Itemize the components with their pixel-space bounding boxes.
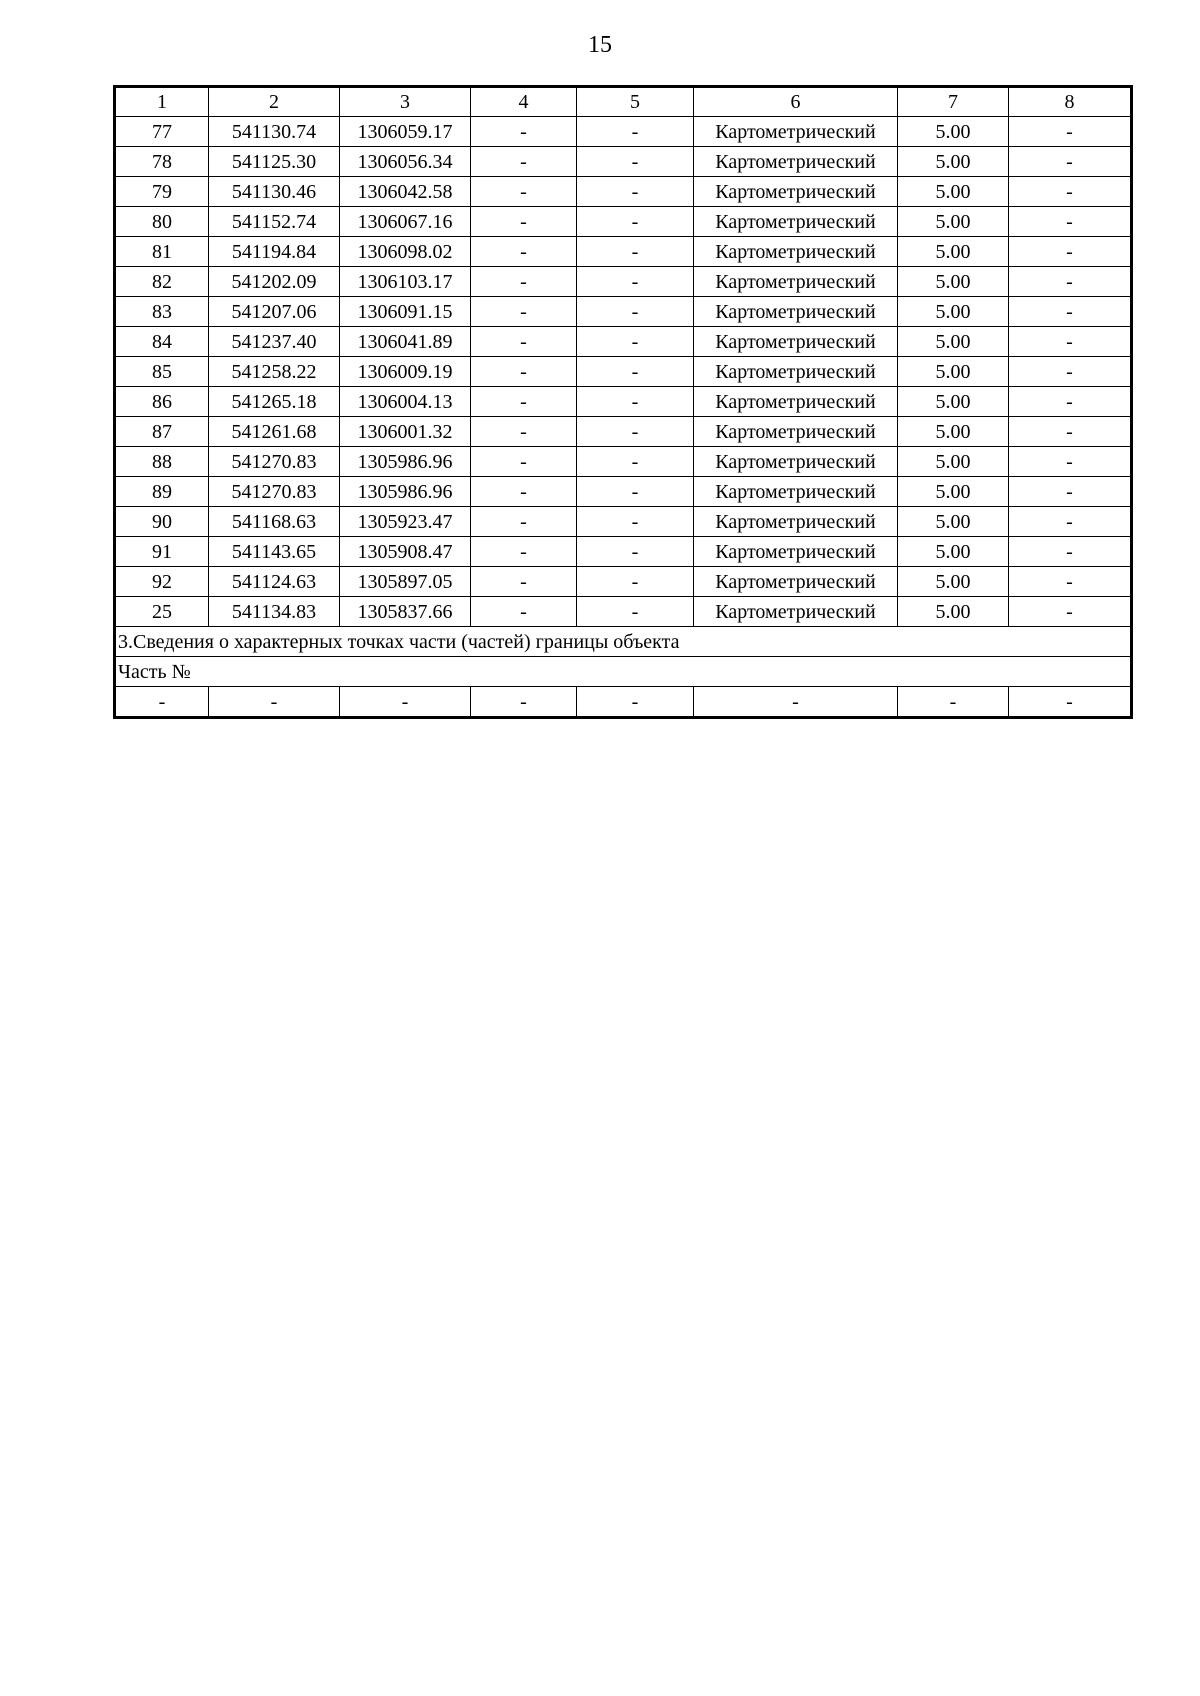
coordinate-x-cell: 541194.84 — [209, 237, 340, 267]
coordinate-y-cell: 1305986.96 — [340, 447, 471, 477]
column-number-1: 1 — [115, 87, 209, 117]
table-row — [115, 447, 1132, 477]
column-4-value-cell: - — [471, 537, 577, 567]
table-row — [115, 147, 1132, 177]
column-8-value-cell: - — [1009, 507, 1132, 537]
point-number-cell: 87 — [115, 417, 209, 447]
table-row — [115, 567, 1132, 597]
column-4-value-cell: - — [471, 147, 577, 177]
method-cell: Картометрический — [694, 327, 898, 357]
coordinate-x-cell: 541270.83 — [209, 477, 340, 507]
empty-part-row — [115, 687, 1132, 718]
coordinate-x-cell: 541130.46 — [209, 177, 340, 207]
column-4-value-cell: - — [471, 507, 577, 537]
coordinate-x-cell: 541143.65 — [209, 537, 340, 567]
accuracy-cell: 5.00 — [898, 537, 1009, 567]
method-cell: Картометрический — [694, 147, 898, 177]
column-4-value-cell: - — [471, 357, 577, 387]
empty-cell: - — [340, 687, 471, 718]
table-row — [115, 507, 1132, 537]
coordinate-x-cell: 541207.06 — [209, 297, 340, 327]
column-number-7: 7 — [898, 87, 1009, 117]
method-cell: Картометрический — [694, 537, 898, 567]
boundary-points-table — [113, 85, 1133, 719]
point-number-cell: 78 — [115, 147, 209, 177]
point-number-cell: 85 — [115, 357, 209, 387]
column-5-value-cell: - — [577, 237, 694, 267]
empty-cell: - — [471, 687, 577, 718]
column-8-value-cell: - — [1009, 477, 1132, 507]
column-8-value-cell: - — [1009, 447, 1132, 477]
column-4-value-cell: - — [471, 207, 577, 237]
coordinate-x-cell: 541265.18 — [209, 387, 340, 417]
coordinate-y-cell: 1306098.02 — [340, 237, 471, 267]
section-title: 3.Сведения о характерных точках части (частей) границы объекта — [115, 627, 1132, 657]
empty-cell: - — [1009, 687, 1132, 718]
column-5-value-cell: - — [577, 177, 694, 207]
column-8-value-cell: - — [1009, 297, 1132, 327]
table-row — [115, 477, 1132, 507]
column-5-value-cell: - — [577, 477, 694, 507]
accuracy-cell: 5.00 — [898, 597, 1009, 627]
column-5-value-cell: - — [577, 597, 694, 627]
coordinate-y-cell: 1305986.96 — [340, 477, 471, 507]
column-number-4: 4 — [471, 87, 577, 117]
column-8-value-cell: - — [1009, 147, 1132, 177]
method-cell: Картометрический — [694, 177, 898, 207]
column-8-value-cell: - — [1009, 117, 1132, 147]
point-number-cell: 91 — [115, 537, 209, 567]
table-row — [115, 267, 1132, 297]
part-label-row — [115, 657, 1132, 687]
coordinate-y-cell: 1306001.32 — [340, 417, 471, 447]
method-cell: Картометрический — [694, 297, 898, 327]
point-number-cell: 80 — [115, 207, 209, 237]
coordinate-x-cell: 541237.40 — [209, 327, 340, 357]
accuracy-cell: 5.00 — [898, 357, 1009, 387]
accuracy-cell: 5.00 — [898, 207, 1009, 237]
accuracy-cell: 5.00 — [898, 267, 1009, 297]
accuracy-cell: 5.00 — [898, 327, 1009, 357]
column-number-header-row — [115, 87, 1132, 117]
column-8-value-cell: - — [1009, 177, 1132, 207]
coordinate-y-cell: 1306042.58 — [340, 177, 471, 207]
coordinate-y-cell: 1306004.13 — [340, 387, 471, 417]
accuracy-cell: 5.00 — [898, 477, 1009, 507]
table-row — [115, 327, 1132, 357]
point-number-cell: 77 — [115, 117, 209, 147]
method-cell: Картометрический — [694, 477, 898, 507]
empty-cell: - — [694, 687, 898, 718]
accuracy-cell: 5.00 — [898, 177, 1009, 207]
column-5-value-cell: - — [577, 357, 694, 387]
point-number-cell: 83 — [115, 297, 209, 327]
method-cell: Картометрический — [694, 267, 898, 297]
column-4-value-cell: - — [471, 117, 577, 147]
method-cell: Картометрический — [694, 597, 898, 627]
column-4-value-cell: - — [471, 447, 577, 477]
point-number-cell: 81 — [115, 237, 209, 267]
point-number-cell: 79 — [115, 177, 209, 207]
method-cell: Картометрический — [694, 387, 898, 417]
empty-cell: - — [577, 687, 694, 718]
column-8-value-cell: - — [1009, 237, 1132, 267]
coordinate-x-cell: 541258.22 — [209, 357, 340, 387]
column-4-value-cell: - — [471, 327, 577, 357]
point-number-cell: 86 — [115, 387, 209, 417]
column-number-2: 2 — [209, 87, 340, 117]
coordinate-x-cell: 541168.63 — [209, 507, 340, 537]
accuracy-cell: 5.00 — [898, 447, 1009, 477]
column-5-value-cell: - — [577, 567, 694, 597]
accuracy-cell: 5.00 — [898, 237, 1009, 267]
column-4-value-cell: - — [471, 177, 577, 207]
coordinate-y-cell: 1305908.47 — [340, 537, 471, 567]
column-4-value-cell: - — [471, 267, 577, 297]
table-row — [115, 417, 1132, 447]
column-5-value-cell: - — [577, 537, 694, 567]
column-5-value-cell: - — [577, 387, 694, 417]
column-5-value-cell: - — [577, 117, 694, 147]
table-row — [115, 387, 1132, 417]
column-5-value-cell: - — [577, 447, 694, 477]
coordinate-x-cell: 541270.83 — [209, 447, 340, 477]
column-4-value-cell: - — [471, 597, 577, 627]
accuracy-cell: 5.00 — [898, 297, 1009, 327]
table-row — [115, 537, 1132, 567]
method-cell: Картометрический — [694, 507, 898, 537]
coordinate-y-cell: 1306059.17 — [340, 117, 471, 147]
column-4-value-cell: - — [471, 297, 577, 327]
column-8-value-cell: - — [1009, 327, 1132, 357]
accuracy-cell: 5.00 — [898, 507, 1009, 537]
coordinate-y-cell: 1306041.89 — [340, 327, 471, 357]
coordinate-y-cell: 1305897.05 — [340, 567, 471, 597]
coordinate-x-cell: 541124.63 — [209, 567, 340, 597]
point-number-cell: 25 — [115, 597, 209, 627]
coordinate-y-cell: 1305923.47 — [340, 507, 471, 537]
table-row — [115, 357, 1132, 387]
coordinate-x-cell: 541202.09 — [209, 267, 340, 297]
coordinate-x-cell: 541261.68 — [209, 417, 340, 447]
column-number-8: 8 — [1009, 87, 1132, 117]
point-number-cell: 82 — [115, 267, 209, 297]
column-5-value-cell: - — [577, 267, 694, 297]
column-8-value-cell: - — [1009, 387, 1132, 417]
table-row — [115, 297, 1132, 327]
accuracy-cell: 5.00 — [898, 387, 1009, 417]
method-cell: Картометрический — [694, 237, 898, 267]
column-8-value-cell: - — [1009, 597, 1132, 627]
section-title-row — [115, 627, 1132, 657]
column-5-value-cell: - — [577, 507, 694, 537]
coordinate-y-cell: 1306056.34 — [340, 147, 471, 177]
column-5-value-cell: - — [577, 417, 694, 447]
table-body — [115, 87, 1132, 718]
column-5-value-cell: - — [577, 297, 694, 327]
column-5-value-cell: - — [577, 327, 694, 357]
column-8-value-cell: - — [1009, 207, 1132, 237]
column-number-6: 6 — [694, 87, 898, 117]
column-5-value-cell: - — [577, 147, 694, 177]
column-8-value-cell: - — [1009, 537, 1132, 567]
column-number-5: 5 — [577, 87, 694, 117]
coordinate-x-cell: 541125.30 — [209, 147, 340, 177]
part-label: Часть № — [115, 657, 1132, 687]
method-cell: Картометрический — [694, 357, 898, 387]
page-number: 15 — [588, 32, 612, 58]
empty-cell: - — [209, 687, 340, 718]
table-row — [115, 237, 1132, 267]
coordinate-x-cell: 541134.83 — [209, 597, 340, 627]
method-cell: Картометрический — [694, 207, 898, 237]
accuracy-cell: 5.00 — [898, 117, 1009, 147]
column-4-value-cell: - — [471, 237, 577, 267]
method-cell: Картометрический — [694, 447, 898, 477]
coordinate-x-cell: 541152.74 — [209, 207, 340, 237]
point-number-cell: 88 — [115, 447, 209, 477]
coordinate-y-cell: 1306009.19 — [340, 357, 471, 387]
coordinate-y-cell: 1305837.66 — [340, 597, 471, 627]
column-4-value-cell: - — [471, 387, 577, 417]
table-row — [115, 207, 1132, 237]
table-row — [115, 177, 1132, 207]
point-number-cell: 89 — [115, 477, 209, 507]
coordinate-y-cell: 1306091.15 — [340, 297, 471, 327]
coordinate-y-cell: 1306103.17 — [340, 267, 471, 297]
point-number-cell: 92 — [115, 567, 209, 597]
table-row — [115, 597, 1132, 627]
column-4-value-cell: - — [471, 417, 577, 447]
column-8-value-cell: - — [1009, 357, 1132, 387]
coordinate-y-cell: 1306067.16 — [340, 207, 471, 237]
method-cell: Картометрический — [694, 117, 898, 147]
point-number-cell: 90 — [115, 507, 209, 537]
column-4-value-cell: - — [471, 567, 577, 597]
column-4-value-cell: - — [471, 477, 577, 507]
method-cell: Картометрический — [694, 417, 898, 447]
coordinate-x-cell: 541130.74 — [209, 117, 340, 147]
accuracy-cell: 5.00 — [898, 147, 1009, 177]
method-cell: Картометрический — [694, 567, 898, 597]
column-5-value-cell: - — [577, 207, 694, 237]
empty-cell: - — [115, 687, 209, 718]
accuracy-cell: 5.00 — [898, 417, 1009, 447]
accuracy-cell: 5.00 — [898, 567, 1009, 597]
point-number-cell: 84 — [115, 327, 209, 357]
column-8-value-cell: - — [1009, 267, 1132, 297]
column-number-3: 3 — [340, 87, 471, 117]
column-8-value-cell: - — [1009, 567, 1132, 597]
empty-cell: - — [898, 687, 1009, 718]
table-row — [115, 117, 1132, 147]
column-8-value-cell: - — [1009, 417, 1132, 447]
